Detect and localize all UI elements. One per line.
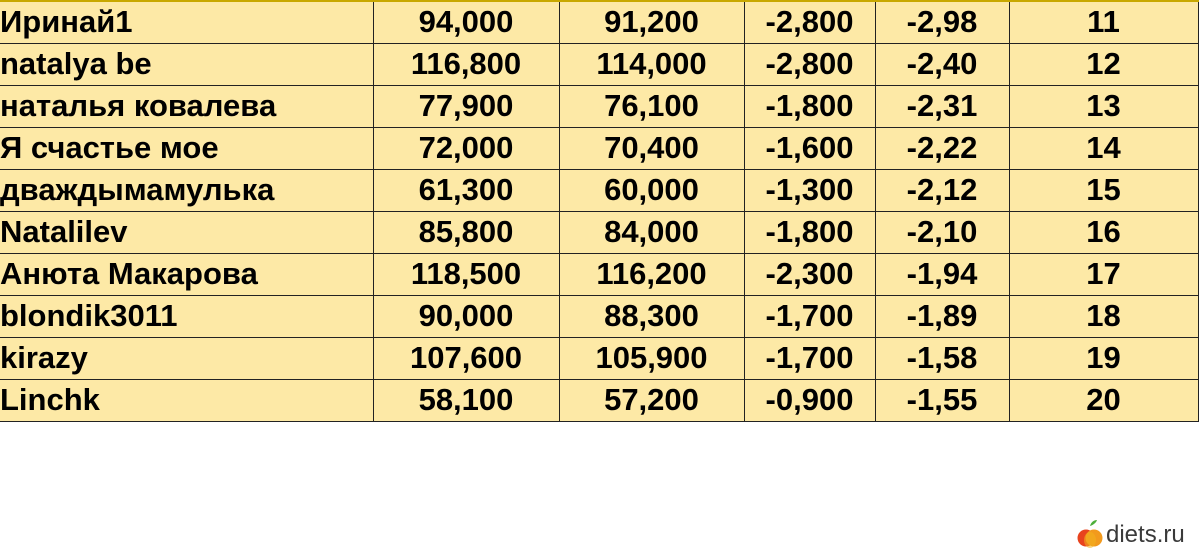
table-row — [0, 337, 1198, 379]
start-weight-cell: 90,000 — [373, 295, 559, 337]
current-weight-cell: 88,300 — [559, 295, 744, 337]
weight-change-cell: -1,600 — [744, 127, 875, 169]
current-weight-cell: 57,200 — [559, 379, 744, 421]
participant-name-cell: наталья ковалева — [0, 85, 373, 127]
table-row — [0, 169, 1198, 211]
table-body — [0, 1, 1198, 421]
rank-cell: 19 — [1009, 337, 1198, 379]
apple-logo-icon — [1077, 519, 1103, 551]
start-weight-cell: 107,600 — [373, 337, 559, 379]
table-row — [0, 127, 1198, 169]
participant-name-cell: natalya be — [0, 43, 373, 85]
participant-name-cell: Natalilev — [0, 211, 373, 253]
percent-change-cell: -1,58 — [875, 337, 1009, 379]
weight-change-cell: -1,800 — [744, 85, 875, 127]
weight-change-cell: -0,900 — [744, 379, 875, 421]
rank-cell: 14 — [1009, 127, 1198, 169]
start-weight-cell: 85,800 — [373, 211, 559, 253]
rank-cell: 18 — [1009, 295, 1198, 337]
current-weight-cell: 70,400 — [559, 127, 744, 169]
table-row — [0, 253, 1198, 295]
participant-name-cell: Анюта Макарова — [0, 253, 373, 295]
rank-cell: 20 — [1009, 379, 1198, 421]
current-weight-cell: 60,000 — [559, 169, 744, 211]
weight-change-cell: -1,700 — [744, 295, 875, 337]
start-weight-cell: 116,800 — [373, 43, 559, 85]
current-weight-cell: 84,000 — [559, 211, 744, 253]
rank-cell: 13 — [1009, 85, 1198, 127]
rank-cell: 15 — [1009, 169, 1198, 211]
weight-change-cell: -2,800 — [744, 43, 875, 85]
current-weight-cell: 105,900 — [559, 337, 744, 379]
percent-change-cell: -1,55 — [875, 379, 1009, 421]
start-weight-cell: 58,100 — [373, 379, 559, 421]
start-weight-cell: 77,900 — [373, 85, 559, 127]
participant-name-cell: blondik3011 — [0, 295, 373, 337]
participant-name-cell: Я счастье мое — [0, 127, 373, 169]
participant-name-cell: Linchk — [0, 379, 373, 421]
current-weight-cell: 116,200 — [559, 253, 744, 295]
percent-change-cell: -2,98 — [875, 1, 1009, 43]
participant-name-cell: дваждымамулька — [0, 169, 373, 211]
participant-name-cell: kirazy — [0, 337, 373, 379]
percent-change-cell: -2,31 — [875, 85, 1009, 127]
percent-change-cell: -2,22 — [875, 127, 1009, 169]
rank-cell: 11 — [1009, 1, 1198, 43]
start-weight-cell: 61,300 — [373, 169, 559, 211]
current-weight-cell: 76,100 — [559, 85, 744, 127]
participant-name-cell: Иринай1 — [0, 1, 373, 43]
table-row — [0, 43, 1198, 85]
start-weight-cell: 94,000 — [373, 1, 559, 43]
table-row — [0, 1, 1198, 43]
percent-change-cell: -1,94 — [875, 253, 1009, 295]
rank-cell: 16 — [1009, 211, 1198, 253]
current-weight-cell: 91,200 — [559, 1, 744, 43]
weight-change-cell: -1,700 — [744, 337, 875, 379]
site-watermark — [1077, 518, 1185, 552]
weight-change-cell: -2,300 — [744, 253, 875, 295]
table-row — [0, 295, 1198, 337]
start-weight-cell: 72,000 — [373, 127, 559, 169]
current-weight-cell: 114,000 — [559, 43, 744, 85]
watermark-text: diets.ru — [1106, 521, 1185, 548]
rank-cell: 17 — [1009, 253, 1198, 295]
weight-change-cell: -1,800 — [744, 211, 875, 253]
percent-change-cell: -2,40 — [875, 43, 1009, 85]
weight-change-cell: -2,800 — [744, 1, 875, 43]
percent-change-cell: -2,10 — [875, 211, 1009, 253]
percent-change-cell: -2,12 — [875, 169, 1009, 211]
table-row — [0, 379, 1198, 421]
table-row — [0, 85, 1198, 127]
weight-change-cell: -1,300 — [744, 169, 875, 211]
rank-cell: 12 — [1009, 43, 1198, 85]
table-row — [0, 211, 1198, 253]
start-weight-cell: 118,500 — [373, 253, 559, 295]
percent-change-cell: -1,89 — [875, 295, 1009, 337]
